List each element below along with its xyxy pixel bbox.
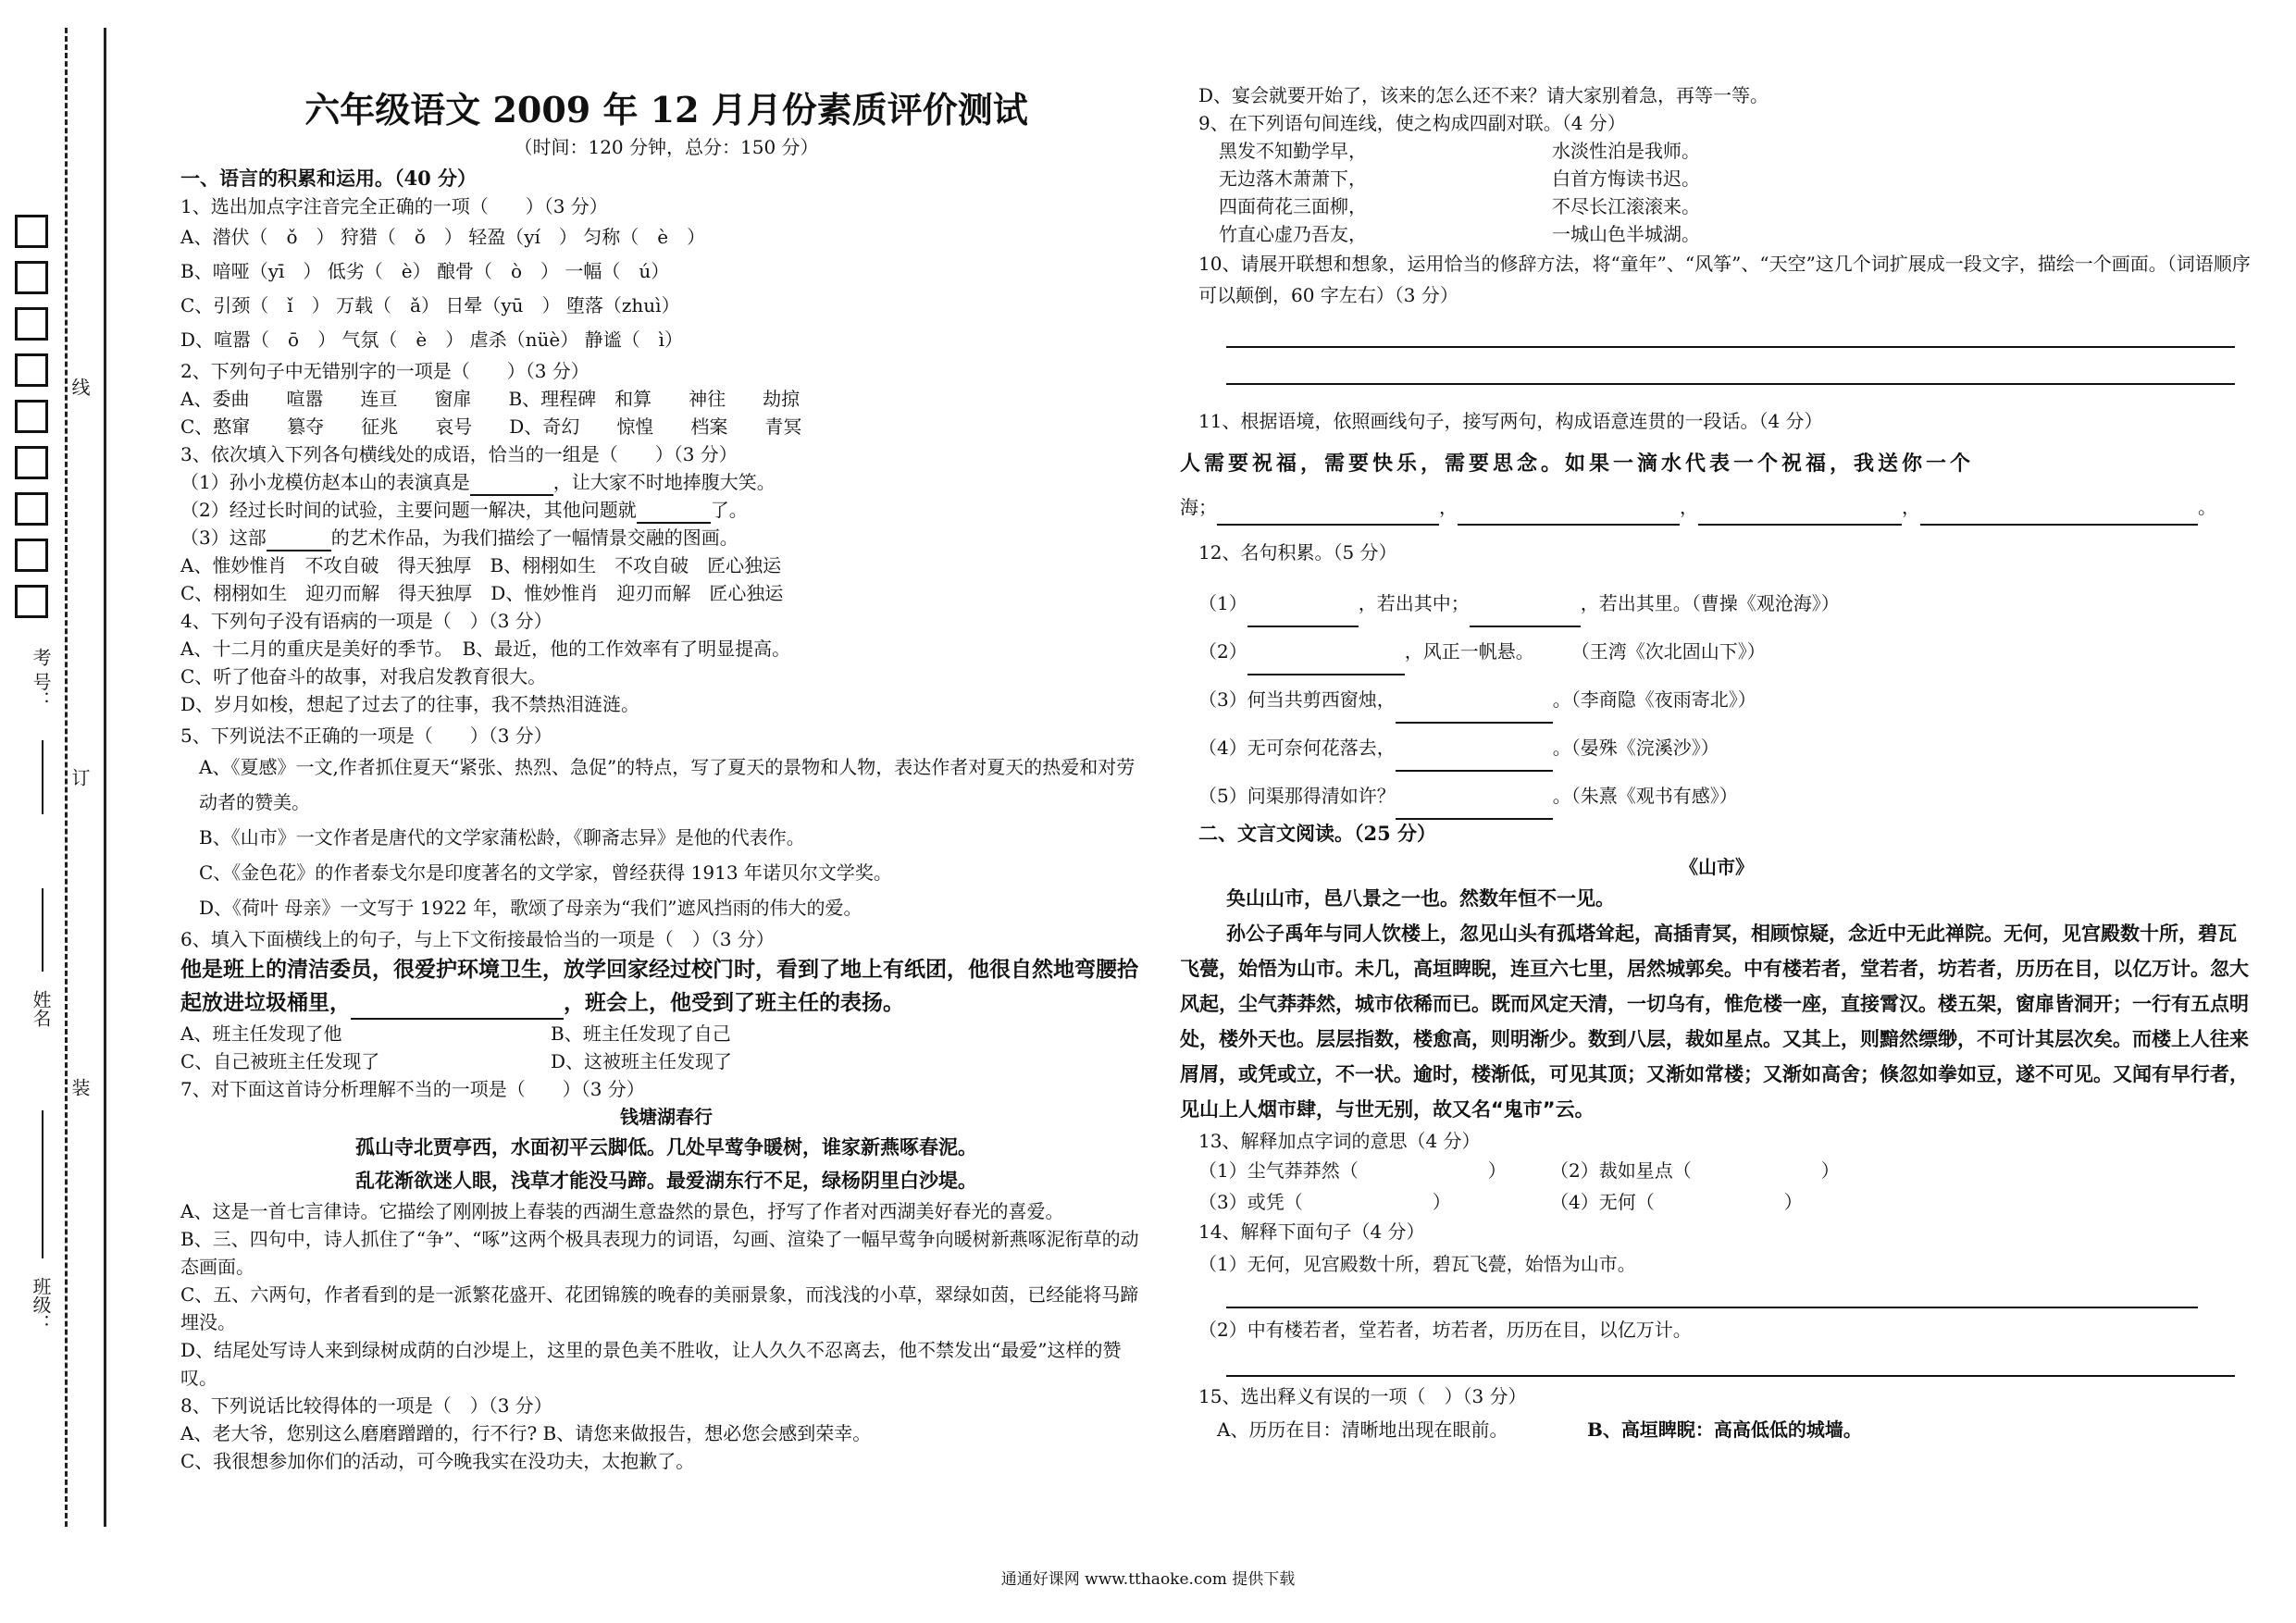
answer-blank[interactable] xyxy=(1396,798,1553,820)
q6-option-a: A、班主任发现了他 xyxy=(180,1022,342,1045)
answer-blank[interactable] xyxy=(1396,701,1553,724)
seat-box[interactable] xyxy=(15,400,48,433)
q7-option-d: D、结尾处写诗人来到绿树成荫的白沙堤上，这里的景色美不胜收，让人久久不忍离去，他不禁发出“最爱”这样的赞叹。 xyxy=(180,1339,1122,1389)
q5-option-b: B、《山市》一文作者是唐代的文学家蒲松龄，《聊斋志异》是他的代表作。 xyxy=(199,826,805,849)
q12-item-2: （2） ，风正一帆悬。 （王湾《次北固山下》） xyxy=(1180,627,2253,675)
exam-no-write-line[interactable] xyxy=(42,740,43,814)
margin-label-name: 姓名 xyxy=(30,990,52,1027)
couplet-left[interactable]: 无边落木萧萧下， xyxy=(1219,167,1367,190)
answer-blank[interactable] xyxy=(1458,503,1680,526)
passage-paragraph-1: 奂山山市，邑八景之一也。然数年恒不一见。 xyxy=(1226,887,1615,910)
question-15: 15、选出释义有误的一项（ ）（3 分） xyxy=(1198,1385,1527,1407)
q3-sentence-3: （3）这部 的艺术作品，为我们描绘了一幅情景交融的图画。 xyxy=(180,524,1152,551)
q1-option-a: A、潜伏（ ǒ ） 狩猎（ ǒ ） 轻盈（yí ） 匀称（ è ） xyxy=(180,226,706,248)
couplet-right[interactable]: 白首方悔读书迟。 xyxy=(1552,167,1700,190)
poem-title: 钱塘湖春行 xyxy=(620,1106,713,1128)
left-column xyxy=(180,81,1152,1475)
couplet-right[interactable]: 水淡性泊是我师。 xyxy=(1552,140,1700,162)
q14-answer-line-2[interactable] xyxy=(1226,1351,2235,1377)
question-7: 7、对下面这首诗分析理解不当的一项是（ ）（3 分） xyxy=(180,1078,645,1100)
q15-option-b: B、高垣睥睨：高高低低的城墙。 xyxy=(1587,1419,1862,1441)
answer-blank[interactable] xyxy=(1247,605,1359,627)
q1-option-b: B、喑哑（yī ） 低劣（ è） 酿骨（ ò ） 一幅（ ú） xyxy=(180,260,670,282)
margin-label-staple: 装 xyxy=(68,1078,91,1096)
seat-box[interactable] xyxy=(15,307,48,341)
right-column xyxy=(1180,81,2253,1443)
section-2-heading: 二、文言文阅读。（25 分） xyxy=(1198,822,1437,845)
q6-passage: 他是班上的清洁委员，很爱护环境卫生，放学回家经过校门时，看到了地上有纸团，他很自然地弯腰拾起放进垃圾桶里， ，班会上，他受到了班主任的表扬。 xyxy=(180,953,1152,1020)
answer-blank[interactable] xyxy=(1470,605,1581,627)
couplet-left[interactable]: 四面荷花三面柳， xyxy=(1219,195,1367,217)
q5-option-a: A、《夏感》一文,作者抓住夏天“紧张、热烈、急促”的特点，写了夏天的景物和人物，表达作者对夏天的热爱和对劳动者的赞美。 xyxy=(199,756,1136,813)
q14-sentence-2: （2）中有楼若者，堂若者，坊若者，历历在目，以亿万计。 xyxy=(1198,1319,1692,1341)
q5-option-d: D、《荷叶 母亲》一文写于 1922 年，歌颂了母亲为“我们”遮风挡雨的伟大的爱。 xyxy=(199,897,863,919)
q6-option-c: C、自己被班主任发现了 xyxy=(180,1050,380,1072)
couplet-right[interactable]: 一城山色半城湖。 xyxy=(1552,223,1700,245)
q11-answer-row: 海； ， ， ， 。 xyxy=(1180,489,2253,526)
passage-title: 《山市》 xyxy=(1680,856,1754,878)
margin-label-bind: 订 xyxy=(68,768,91,787)
couplet-left[interactable]: 竹直心虚乃吾友， xyxy=(1219,223,1367,245)
seat-box[interactable] xyxy=(15,585,48,618)
q8-option-ab: A、老大爷，您别这么磨磨蹭蹭的，行不行? B、请您来做报告，想必您会感到荣幸。 xyxy=(180,1422,872,1444)
q13-item-2[interactable]: （2）裁如星点（ ） xyxy=(1550,1159,1840,1182)
page-subtitle: （时间：120 分钟，总分：150 分） xyxy=(514,136,819,158)
q9-couplets xyxy=(1180,137,2253,248)
q15-option-a: A、历历在目：清晰地出现在眼前。 xyxy=(1217,1419,1508,1441)
passage-paragraph-2: 孙公子禹年与同人饮楼上，忽见山头有孤塔耸起，高插青冥，相顾惊疑，念近中无此禅院。无何，见宫殿数十所，碧瓦飞甍，始悟为山市。未几，高垣睥睨，连亘六七里，居然城郭矣。中有楼若者，堂若者，坊若者，历历在目，以亿万计。忽大风起，尘气莽莽然，城市依稀而已。既而风定天清，一切乌有，惟危楼一座，直接霄汉。楼五架，窗扉皆洞开；一行有五点明处，楼外天也。层层指数，楼愈高，则明渐少。数到八层，裁如星点。又其上，则黯然缥缈，不可计其层次矣。而楼上人往来屑屑，或凭或立，不一状。逾时，楼渐低，可见其顶；又渐如常楼；又渐如高舍；倏忽如拳如豆，遂不可见。又闻有早行者，见山上人烟市肆，与世无别，故又名“鬼市”云。 xyxy=(1180,923,2249,1121)
q4-option-ab: A、十二月的重庆是美好的季节。 B、最近，他的工作效率有了明显提高。 xyxy=(180,638,791,660)
question-4: 4、下列句子没有语病的一项是（ ）（3 分） xyxy=(180,610,552,632)
question-14: 14、解释下面句子（4 分） xyxy=(1198,1220,1425,1243)
question-13: 13、解释加点字词的意思（4 分） xyxy=(1198,1130,1481,1152)
answer-blank[interactable] xyxy=(1247,653,1405,675)
q6-option-b: B、班主任发现了自己 xyxy=(551,1022,731,1045)
seat-box[interactable] xyxy=(15,261,48,294)
q13-row-1 xyxy=(1180,1155,2253,1186)
question-3: 3、依次填入下列各句横线处的成语，恰当的一组是（ ）（3 分） xyxy=(180,443,738,465)
q5-option-c: C、《金色花》的作者泰戈尔是印度著名的文学家，曾经获得 1913 年诺贝尔文学奖。 xyxy=(199,861,892,884)
q8-option-d: D、宴会就要开始了，该来的怎么还不来？请大家别着急，再等一等。 xyxy=(1198,84,1769,106)
answer-blank[interactable] xyxy=(470,474,553,496)
page-footer: 通通好课网 www.tthaoke.com 提供下载 xyxy=(1000,1570,1296,1589)
q6-options-row-2 xyxy=(180,1047,1152,1075)
seat-box[interactable] xyxy=(15,539,48,572)
question-1: 1、选出加点字注音完全正确的一项（ ）（3 分） xyxy=(180,195,608,217)
answer-blank[interactable] xyxy=(1217,503,1439,526)
q4-option-d: D、岁月如梭，想起了过去了的往事，我不禁热泪涟涟。 xyxy=(180,693,640,715)
answer-blank[interactable] xyxy=(351,997,564,1020)
question-8: 8、下列说话比较得体的一项是（ ）（3 分） xyxy=(180,1394,552,1417)
q6-option-d: D、这被班主任发现了 xyxy=(551,1050,733,1072)
q6-options-row-1 xyxy=(180,1020,1152,1047)
q1-option-c: C、引颈（ ǐ ） 万载（ ǎ） 日晕（yū ） 堕落（zhuì） xyxy=(180,294,680,316)
poem-line-1: 孤山寺北贾亭西，水面初平云脚低。几处早莺争暖树，谁家新燕啄春泥。 xyxy=(355,1136,977,1158)
q11-passage: 人需要祝福，需要快乐，需要思念。如果一滴水代表一个祝福，我送你一个 xyxy=(1180,452,1975,476)
answer-blank[interactable] xyxy=(1396,750,1553,772)
margin-label-exam-no: 考 号： xyxy=(30,648,52,710)
q4-option-c: C、听了他奋斗的故事，对我启发教育很大。 xyxy=(180,665,547,688)
q2-option-ab: A、委曲 喧嚣 连亘 窗扉 B、理程碑 和算 神往 劫掠 xyxy=(180,388,800,410)
q3-sentence-2: （2）经过长时间的试验，主要问题一解决，其他问题就 了。 xyxy=(180,496,1152,524)
margin-label-line: 线 xyxy=(68,378,91,396)
seat-box[interactable] xyxy=(15,353,48,387)
q8-option-c: C、我很想参加你们的活动，可今晚我实在没功夫，太抱歉了。 xyxy=(180,1450,695,1472)
seat-box[interactable] xyxy=(15,215,48,248)
q3-option-cd: C、栩栩如生 迎刃而解 得天独厚 D、惟妙惟肖 迎刃而解 匠心独运 xyxy=(180,582,784,604)
question-5: 5、下列说法不正确的一项是（ ）（3 分） xyxy=(180,725,552,747)
q2-option-cd: C、憨窜 篡夺 征兆 哀号 D、奇幻 惊惶 档案 青冥 xyxy=(180,415,802,438)
couplet-left[interactable]: 黑发不知勤学早， xyxy=(1219,140,1367,162)
q3-sentence-1: （1）孙小龙模仿赵本山的表演真是 ，让大家不时地捧腹大笑。 xyxy=(180,468,1152,496)
q13-item-1[interactable]: （1）尘气莽莽然（ ） xyxy=(1198,1159,1507,1182)
q13-row-2 xyxy=(1180,1186,2253,1218)
question-2: 2、下列句子中无错别字的一项是（ ）（3 分） xyxy=(180,360,590,382)
q1-option-d: D、喧嚣（ ō ） 气氛（ è ） 虐杀（nüè） 静谧（ ì） xyxy=(180,328,683,351)
q12-item-1: （1） ，若出其中； ，若出其里。（曹操《观沧海》） xyxy=(1180,579,2253,627)
couplet-right[interactable]: 不尽长江滚滚来。 xyxy=(1552,195,1700,217)
q14-sentence-1: （1）无何，见宫殿数十所，碧瓦飞甍，始悟为山市。 xyxy=(1198,1253,1636,1275)
poem-line-2: 乱花渐欲迷人眼，浅草才能没马蹄。最爱湖东行不足，绿杨阴里白沙堤。 xyxy=(355,1170,977,1192)
q12-item-5: （5）问渠那得清如许？ 。（朱熹《观书有感》） xyxy=(1180,772,2253,820)
answer-blank[interactable] xyxy=(267,529,331,551)
seat-box[interactable] xyxy=(15,492,48,526)
q7-option-b: B、三、四句中，诗人抓住了“争”、“啄”这两个极具表现力的词语，勾画、渲染了一幅早莺争向暖树新燕啄泥衔草的动态画面。 xyxy=(180,1228,1139,1278)
name-write-line[interactable] xyxy=(42,888,43,972)
binding-solid-line xyxy=(104,28,106,1527)
seat-number-boxes xyxy=(15,215,48,631)
answer-blank[interactable] xyxy=(637,502,711,524)
q12-item-3: （3）何当共剪西窗烛， 。（李商隐《夜雨寄北》） xyxy=(1180,675,2253,724)
page-title: 六年级语文 2009 年 12 月月份素质评价测试 xyxy=(304,89,1028,130)
seat-box[interactable] xyxy=(15,446,48,479)
q10-answer-line-2[interactable] xyxy=(1226,348,2235,385)
q7-option-a: A、这是一首七言律诗。它描绘了刚刚披上春装的西湖生意盎然的景色，抒写了作者对西湖美好春光的喜爱。 xyxy=(180,1200,1064,1222)
question-12: 12、名句积累。（5 分） xyxy=(1198,541,1397,564)
q15-options-row xyxy=(1180,1416,2253,1443)
q14-answer-line-1[interactable] xyxy=(1226,1282,2198,1308)
q13-item-4[interactable]: （4）无何（ ） xyxy=(1550,1191,1803,1213)
margin-label-class: 班级： xyxy=(30,1277,52,1332)
answer-blank[interactable] xyxy=(1698,503,1902,526)
q10-answer-line-1[interactable] xyxy=(1226,311,2235,348)
section-1-heading: 一、语言的积累和运用。（40 分） xyxy=(180,167,478,190)
question-6: 6、填入下面横线上的句子，与上下文衔接最恰当的一项是（ ）（3 分） xyxy=(180,928,775,950)
q3-option-ab: A、惟妙惟肖 不攻自破 得天独厚 B、栩栩如生 不攻自破 匠心独运 xyxy=(180,554,782,576)
q13-item-3[interactable]: （3）或凭（ ） xyxy=(1198,1191,1451,1213)
q12-item-4: （4）无可奈何花落去， 。（晏殊《浣溪沙》） xyxy=(1180,724,2253,772)
question-9: 9、在下列语句间连线，使之构成四副对联。（4 分） xyxy=(1198,112,1626,134)
question-11: 11、根据语境，依照画线句子，接写两句，构成语意连贯的一段话。（4 分） xyxy=(1198,410,1823,432)
answer-blank[interactable] xyxy=(1920,503,2198,526)
q7-option-c: C、五、六两句，作者看到的是一派繁花盛开、花团锦簇的晚春的美丽景象，而浅浅的小草，翠绿如茵，已经能将马蹄埋没。 xyxy=(180,1283,1139,1333)
question-10: 10、请展开联想和想象，运用恰当的修辞方法，将“童年”、“风筝”、“天空”这几个词扩展成一段文字，描绘一个画面。（词语顺序可以颠倒，60 字左右）（3 分） xyxy=(1198,253,2251,306)
class-write-line[interactable] xyxy=(42,1110,43,1258)
